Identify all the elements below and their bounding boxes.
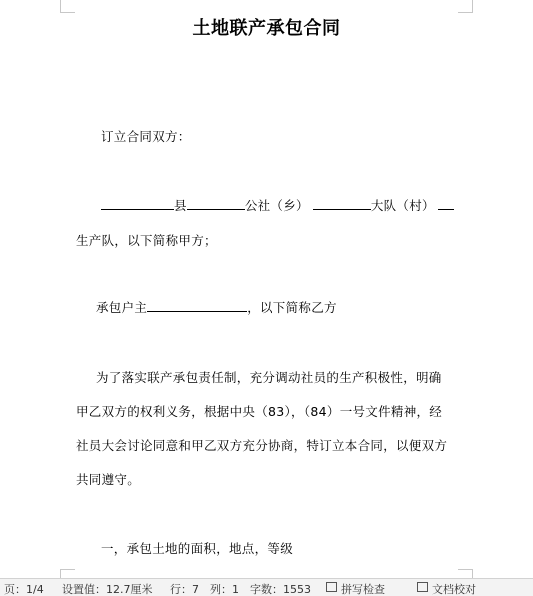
contractor-prefix: 承包户主 xyxy=(96,300,148,315)
status-bar xyxy=(0,578,533,596)
status-proofread[interactable]: 文档校对 xyxy=(432,583,476,596)
page-corner-mark xyxy=(60,0,75,13)
section-heading: 一，承包土地的面积，地点，等级 xyxy=(101,541,294,556)
team-blank[interactable] xyxy=(438,196,454,210)
commune-suffix: 公社（乡） xyxy=(244,198,309,213)
paragraph-team: 生产队，以下简称甲方； xyxy=(76,233,217,248)
paragraph-purpose-line: 为了落实联产承包责任制，充分调动社员的生产积极性，明确 xyxy=(96,370,442,385)
paragraph-purpose-line: 甲乙双方的权利义务，根据中央（83），（84）一号文件精神，经 xyxy=(76,404,443,419)
status-spell-check[interactable]: 拼写检查 xyxy=(341,583,385,596)
county-blank[interactable] xyxy=(101,196,174,210)
status-word-count[interactable]: 字数：1553 xyxy=(250,583,311,596)
document-title: 土地联产承包合同 xyxy=(192,18,341,39)
paragraph-parties: 订立合同双方： xyxy=(101,129,191,144)
status-row[interactable]: 行：7 xyxy=(170,583,199,596)
contractor-blank[interactable] xyxy=(147,298,247,312)
spell-check-icon xyxy=(326,582,337,592)
brigade-suffix: 大队（村） xyxy=(370,198,435,213)
status-column[interactable]: 列：1 xyxy=(210,583,239,596)
county-suffix: 县 xyxy=(174,198,187,213)
commune-blank[interactable] xyxy=(187,196,245,210)
paragraph-contractor xyxy=(96,298,337,316)
page-corner-mark xyxy=(458,0,473,13)
contractor-suffix: ，以下简称乙方 xyxy=(247,300,337,315)
paragraph-location xyxy=(101,196,454,214)
paragraph-purpose-line: 共同遵守。 xyxy=(76,472,141,487)
status-page[interactable]: 页：1/4 xyxy=(4,583,44,596)
brigade-blank[interactable] xyxy=(313,196,371,210)
status-position[interactable]: 设置值：12.7厘米 xyxy=(62,583,153,596)
paragraph-purpose-line: 社员大会讨论同意和甲乙双方充分协商，特订立本合同，以便双方 xyxy=(76,438,448,453)
proofread-icon xyxy=(417,582,428,592)
